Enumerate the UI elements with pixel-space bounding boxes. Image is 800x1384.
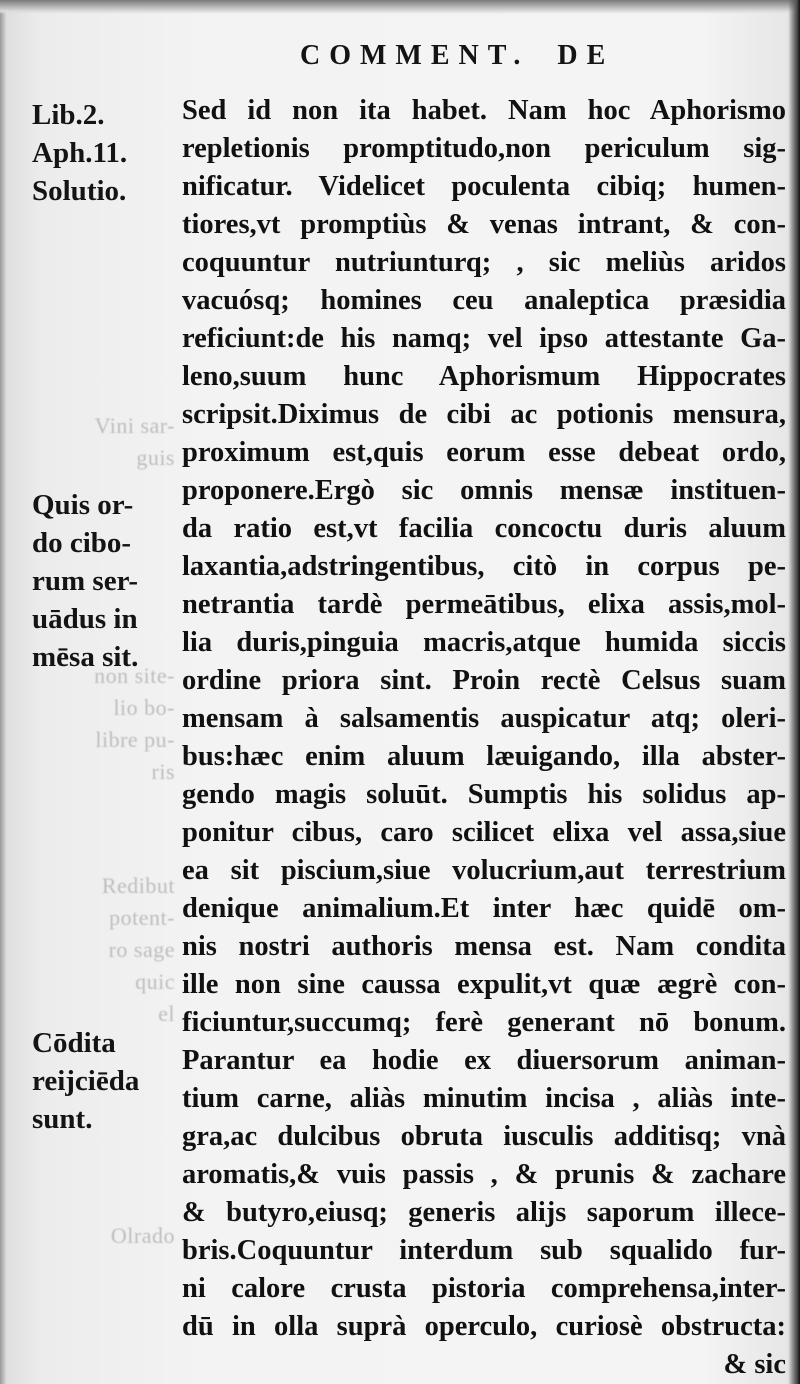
- margin-note-food-order: [32, 486, 182, 676]
- text-line: laxantia,adstringentibus, citò in corpus pe-: [182, 551, 786, 582]
- text-line: Sed id non ita habet. Nam hoc Aphorismo: [182, 95, 786, 126]
- text-line: coquuntur nutriunturq; , sic meliùs aridos: [182, 247, 786, 278]
- running-title: COMMENT.: [300, 40, 530, 71]
- page-left-edge: [0, 0, 6, 1384]
- text-line: ficiuntur,succumq; ferè generant nō bonum.: [182, 1007, 786, 1038]
- show-through-text: Redibut potent- ro sage quic el: [101, 873, 175, 1026]
- body-text: [182, 92, 786, 1384]
- text-line: tium carne, aliàs minutim incisa , aliàs inte-: [182, 1083, 786, 1114]
- text-line: scripsit.Diximus de cibi ac potionis mensura,: [182, 399, 786, 430]
- text-line: nificatur. Videlicet poculenta cibiq; humen-: [182, 171, 786, 202]
- page-right-edge: [788, 0, 800, 1384]
- text-line: ea sit piscium,siue volucrium,aut terrestrium: [182, 855, 786, 886]
- margin-note-line: Cōdita: [32, 1027, 116, 1059]
- text-line: gendo magis soluūt. Sumptis his solidus ap-: [182, 779, 786, 810]
- text-line: vacuósq; homines ceu analeptica præsidia: [182, 285, 786, 316]
- text-line: ni calore crusta pistoria comprehensa,inter-: [182, 1273, 786, 1304]
- text-line: dū in olla suprà operculo, curiosè obstructa:: [182, 1311, 786, 1342]
- text-line: ille non sine caussa expulit,vt quæ ægrè con-: [182, 969, 786, 1000]
- text-line: gra,ac dulcibus obruta iusculis additisq; vnà: [182, 1121, 786, 1152]
- text-line: tiores,vt promptiùs & venas intrant, & con-: [182, 209, 786, 240]
- show-through-text: Vini sar- guis: [94, 413, 175, 470]
- text-line: repletionis promptitudo,non periculum sig-: [182, 133, 786, 164]
- running-header: [300, 40, 614, 72]
- margin-note-condita: [32, 1024, 182, 1138]
- margin-note-line: Quis or-: [32, 489, 134, 521]
- margin-note-line: reijciēda: [32, 1065, 140, 1097]
- text-line: proximum est,quis eorum esse debeat ordo,: [182, 437, 786, 468]
- text-line: ordine priora sint. Proin rectè Celsus suam: [182, 665, 786, 696]
- text-line: ponitur cibus, caro scilicet elixa vel assa,siue: [182, 817, 786, 848]
- show-through-text: non site- lio bo- libre pu- ris: [94, 663, 175, 784]
- text-line: bus:hæc enim aluum læuigando, illa abster-: [182, 741, 786, 772]
- text-line: nis nostri authoris mensa est. Nam condita: [182, 931, 786, 962]
- margin-note-line: Lib.2.: [32, 99, 105, 131]
- page-top-edge: [0, 0, 800, 14]
- text-line: netrantia tardè permeātibus, elixa assis,mol-: [182, 589, 786, 620]
- text-line: Parantur ea hodie ex diuersorum animan-: [182, 1045, 786, 1076]
- text-line: reficiunt:de his namq; vel ipso attestante Ga-: [182, 323, 786, 354]
- text-line: bris.Coquuntur interdum sub squalido fur-: [182, 1235, 786, 1266]
- text-line: aromatis,& vuis passis , & prunis & zachare: [182, 1159, 786, 1190]
- text-line: & butyro,eiusq; generis alijs saporum illece-: [182, 1197, 786, 1228]
- margin-note-line: uādus in: [32, 603, 138, 635]
- running-title-continued: DE: [557, 40, 615, 71]
- margin-note-line: rum ser-: [32, 565, 139, 597]
- margin-note-line: Aph.11.: [32, 137, 128, 169]
- margin-note-line: Solutio.: [32, 175, 127, 207]
- margin-note-line: do cibo-: [32, 527, 132, 559]
- catchword: & sic: [723, 1349, 786, 1380]
- text-line: lia duris,pinguia macris,atque humida siccis: [182, 627, 786, 658]
- margin-note-line: sunt.: [32, 1103, 93, 1135]
- text-line: denique animalium.Et inter hæc quidē om-: [182, 893, 786, 924]
- show-through-text: Olrado: [110, 1223, 175, 1248]
- text-line: mensam à salsamentis auspicatur atq; oleri-: [182, 703, 786, 734]
- text-line: da ratio est,vt facilia concoctu duris aluum: [182, 513, 786, 544]
- text-line: proponere.Ergò sic omnis mensæ instituen-: [182, 475, 786, 506]
- margin-note-line: mēsa sit.: [32, 641, 139, 673]
- text-line: leno,suum hunc Aphorismum Hippocrates: [182, 361, 786, 392]
- margin-note-reference: [32, 96, 182, 210]
